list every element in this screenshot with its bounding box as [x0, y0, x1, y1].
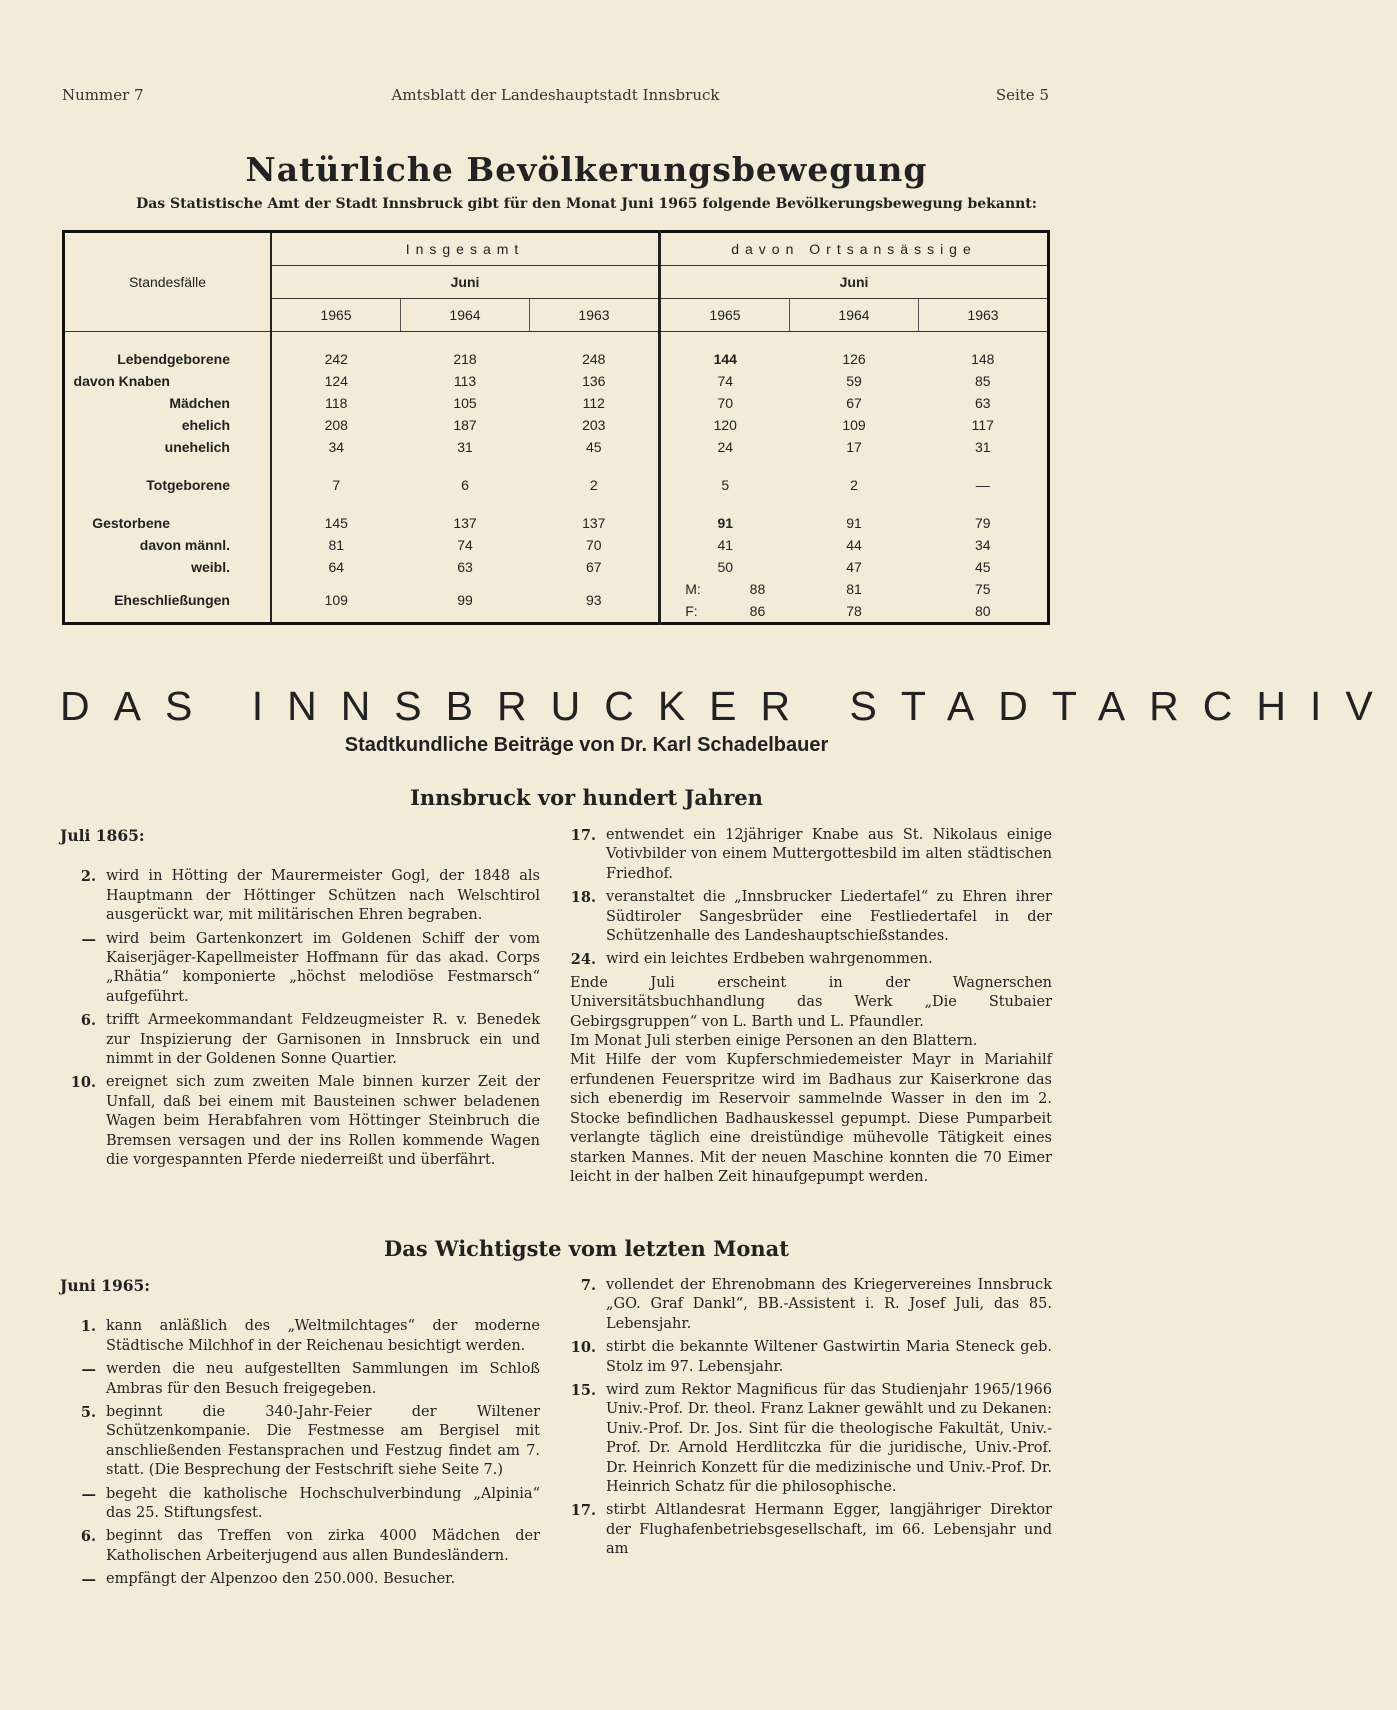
table-cell: 81 — [328, 537, 345, 553]
table-row — [64, 414, 1049, 436]
item-number: 1. — [80, 1318, 96, 1336]
table-cell: 45 — [974, 559, 991, 575]
list-item — [60, 1317, 540, 1356]
table-cell: 148 — [971, 351, 995, 367]
table-cell: 145 — [324, 515, 348, 531]
issue-number: Nummer 7 — [62, 86, 144, 104]
month-header: Juni — [271, 266, 660, 299]
row-label: Lebendgeborene — [64, 348, 272, 370]
item-text: beginnt die 340-Jahr-Feier der Wiltener Schützenkompanie. Die Festmesse am Bergisel mit anschließenden Festansprachen und Festzug findet am 7. statt. (Die Besprechung der Festschrift siehe Seite 7.) — [106, 1404, 540, 1479]
table-cell: 78 — [846, 603, 862, 619]
item-number: 15. — [570, 1382, 596, 1400]
table-cell: 124 — [324, 373, 348, 389]
item-number: — — [81, 1571, 96, 1589]
year-header: 1963 — [530, 299, 660, 332]
table-cell: 109 — [842, 417, 866, 433]
table-cell: 74 — [457, 537, 473, 553]
item-number: — — [81, 1485, 96, 1503]
table-cell: 5 — [721, 477, 730, 493]
table-cell: 242 — [324, 351, 348, 367]
list-item — [60, 1570, 540, 1589]
item-number: 6. — [80, 1012, 96, 1030]
list-item — [560, 1276, 1052, 1334]
table-cell: 70 — [530, 534, 660, 556]
row-label: davon Knaben — [64, 370, 272, 392]
item-text: kann anläßlich des „Weltmilchtages“ der moderne Städtische Milchhof in der Reichenau besichtigt werden. — [106, 1318, 540, 1354]
item-text: vollendet der Ehrenobmann des Kriegervereines Innsbruck „GO. Graf Dankl“, BB.-Assistent i. R. Josef Juli, das 85. Lebensjahr. — [606, 1277, 1052, 1332]
m-value: 88 — [749, 581, 766, 597]
table-cell: 117 — [971, 417, 994, 433]
item-number: 18. — [570, 889, 596, 907]
year-header: 1963 — [919, 299, 1049, 332]
table-cell — [660, 600, 790, 624]
table-cell: 31 — [974, 439, 991, 455]
table-cell: 79 — [974, 515, 991, 531]
item-number: 7. — [580, 1277, 596, 1294]
table-cell: 91 — [717, 515, 734, 531]
table-cell: 67 — [530, 556, 660, 578]
table-row — [64, 348, 1049, 370]
paragraph: Ende Juli erscheint in der Wagnerschen Universitätsbuchhandlung das Werk „Die Stubaier Gebirgsgruppen“ von L. Barth und L. Pfaundler. — [570, 974, 1052, 1030]
table-row — [64, 436, 1049, 458]
table-row — [64, 474, 1049, 496]
year-header: 1965 — [271, 299, 401, 332]
row-label: davon männl. — [64, 534, 272, 556]
section-date: Juli 1865: — [60, 826, 145, 845]
year-header: 1965 — [660, 299, 790, 332]
item-text: wird in Hötting der Maurermeister Gogl, der 1848 als Hauptmann der Höttinger Schützen nach Welschtirol ausgerückt war, mit militärischen Ehren begraben. — [106, 868, 540, 924]
section-date: Juni 1965: — [60, 1276, 151, 1295]
table-row — [64, 556, 1049, 578]
item-text: trifft Armeekommandant Feldzeugmeister R. v. Benedek zur Inspizierung der Garnisonen in Innsbruck ein und nimmt in der Goldenen Sonne Quartier. — [106, 1012, 540, 1068]
list-item — [560, 826, 1052, 884]
table-cell: 70 — [717, 395, 734, 411]
section2-right-column — [560, 1276, 1052, 1564]
table-cell: 45 — [530, 436, 660, 458]
month-header: Juni — [660, 266, 1049, 299]
row-label: Gestorbene — [64, 512, 272, 534]
table-cell: 120 — [713, 417, 737, 433]
table-cell: 112 — [530, 392, 660, 414]
item-number: — — [81, 1361, 96, 1379]
row-label: Mädchen — [64, 392, 272, 414]
table-cell: 218 — [453, 351, 477, 367]
row-label: unehelich — [64, 436, 272, 458]
table-cell: 137 — [530, 512, 660, 534]
section1-right-column — [560, 826, 1052, 1187]
table-cell: 118 — [325, 395, 348, 411]
table-cell: 126 — [842, 351, 866, 367]
item-text: begeht die katholische Hochschulverbindung „Alpinia“ das 25. Stiftungsfest. — [106, 1485, 540, 1522]
list-item — [60, 1073, 540, 1170]
item-number: 24. — [570, 951, 596, 969]
section-title: Innsbruck vor hundert Jahren — [410, 785, 763, 810]
table-cell: 44 — [846, 537, 862, 553]
section1-left-column — [60, 826, 540, 1175]
m-label: M: — [685, 581, 701, 597]
item-text: wird ein leichtes Erdbeben wahrgenommen. — [606, 951, 933, 968]
table-cell: 137 — [453, 515, 477, 531]
item-text: wird zum Rektor Magnificus für das Studienjahr 1965/1966 Univ.-Prof. Dr. theol. Franz Lakner gewählt und zu Dekanen: Univ.-Prof. Dr. Jos. Sint für die theologische Fakultät, Univ.-Prof. Dr. Arnold Herdlitczka für die juridische, Univ.-Prof. Dr. Heinrich Konzett für die medizinische und Univ.-Prof. Dr. Heinrich Schatz für die philosophische. — [606, 1382, 1052, 1496]
table-cell: 31 — [457, 439, 473, 455]
item-number: 10. — [570, 1339, 596, 1357]
table-cell: 47 — [846, 559, 862, 575]
row-label: Eheschließungen — [64, 578, 272, 624]
table-cell: 85 — [974, 373, 991, 389]
table-cell: 41 — [717, 537, 734, 553]
section2-left-column — [60, 1276, 540, 1594]
list-item — [560, 1338, 1052, 1377]
paragraph: Im Monat Juli sterben einige Personen an den Blattern. — [570, 1033, 978, 1050]
item-number: 6. — [80, 1528, 96, 1546]
stats-subtitle: Das Statistische Amt der Stadt Innsbruck gibt für den Monat Juni 1965 folgende Bevölkerungsbewegung bekannt: — [136, 196, 1037, 212]
archive-heading: DAS INNSBRUCKER STADTARCHIV — [60, 683, 1397, 729]
table-cell: 34 — [328, 439, 345, 455]
year-header: 1964 — [790, 299, 919, 332]
list-item — [60, 1527, 540, 1566]
table-cell: 63 — [974, 395, 991, 411]
list-item — [60, 1485, 540, 1524]
item-text: wird beim Gartenkonzert im Goldenen Schiff der vom Kaiserjäger-Kapellmeister Hoffmann für das akad. Corps „Rhätia“ komponierte „höchst melodiöse Festmarsch“ aufgeführt. — [106, 930, 540, 1005]
table-row — [64, 578, 1049, 600]
table-cell: 187 — [453, 417, 477, 433]
year-header: 1964 — [401, 299, 530, 332]
table-cell: 113 — [453, 373, 477, 389]
table-cell: 59 — [846, 373, 862, 389]
table-cell: 248 — [530, 348, 660, 370]
item-text: stirbt Altlandesrat Hermann Egger, langjähriger Direktor der Flughafenbetriebsgesellschaft, im 66. Lebensjahr und am — [606, 1502, 1052, 1558]
table-row — [64, 392, 1049, 414]
f-value: 86 — [749, 603, 766, 619]
list-item — [560, 1381, 1052, 1497]
row-label: ehelich — [64, 414, 272, 436]
row-label: weibl. — [64, 556, 272, 578]
table-cell: 74 — [717, 373, 734, 389]
table-cell: 75 — [974, 581, 991, 597]
table-cell: 203 — [530, 414, 660, 436]
table-cell: — — [975, 477, 990, 493]
publication-title: Amtsblatt der Landeshauptstadt Innsbruck — [391, 86, 720, 104]
paragraph: Mit Hilfe der vom Kupferschmiedemeister Mayr in Mariahilf erfundenen Feuerspritze wird im Badhaus zur Kaiserkrone das sich ebenerdig im Reservoir sammelnde Wasser in den im 2. Stocke befindlichen Badhauskessel gepumpt. Diese Pumparbeit verlangte täglich eine dreistündige mühevolle Tätigkeit eines starken Mannes. Mit der neuen Maschine konnten die 70 Eimer leicht in der halben Zeit hinaufgepumpt werden. — [570, 1052, 1052, 1185]
item-text: werden die neu aufgestellten Sammlungen im Schloß Ambras für den Besuch freigegeben. — [106, 1361, 540, 1397]
table-cell: 24 — [717, 439, 734, 455]
table-cell: 17 — [846, 439, 862, 455]
row-label: Totgeborene — [64, 474, 272, 496]
table-cell: 50 — [717, 559, 734, 575]
section-title: Das Wichtigste vom letzten Monat — [384, 1236, 789, 1261]
table-cell: 144 — [713, 351, 737, 367]
table-cell: 63 — [457, 559, 473, 575]
table-cell: 208 — [324, 417, 348, 433]
table-cell: 2 — [850, 477, 858, 493]
item-number: 5. — [80, 1404, 96, 1422]
group-header-local: davon Ortsansässige — [660, 232, 1049, 266]
table-row — [64, 534, 1049, 556]
item-text: veranstaltet die „Innsbrucker Liedertafel“ zu Ehren ihrer Südtiroler Sangesbrüder eine Festliedertafel in der Schützenhalle des Landeshauptschießstandes. — [606, 889, 1052, 945]
item-number: 10. — [70, 1074, 96, 1092]
table-row — [64, 512, 1049, 534]
table-cell: 6 — [461, 477, 469, 493]
table-cell — [660, 578, 790, 600]
f-label: F: — [685, 603, 698, 619]
item-number: — — [81, 930, 96, 948]
table-cell: 2 — [530, 474, 660, 496]
archive-subheading: Stadtkundliche Beiträge von Dr. Karl Schadelbauer — [344, 734, 829, 756]
item-text: entwendet ein 12jähriger Knabe aus St. Nikolaus einige Votivbilder von einem Muttergottesbild im alten städtischen Friedhof. — [606, 827, 1052, 882]
table-cell: 136 — [530, 370, 660, 392]
item-number: 17. — [570, 827, 596, 844]
list-item — [60, 1011, 540, 1069]
table-cell: 81 — [846, 581, 862, 597]
list-item — [60, 1403, 540, 1481]
item-number: 2. — [80, 868, 96, 886]
group-header-total: Insgesamt — [271, 232, 660, 266]
table-cell: 99 — [457, 592, 473, 608]
table-cell: 105 — [453, 395, 477, 411]
item-text: ereignet sich zum zweiten Male binnen kurzer Zeit der Unfall, daß bei einem mit Bausteinen schwer beladenen Wagen beim Herabfahren vom Höttinger Steinbruch die Bremsen versagen und der ins Rollen kommende Wagen die vorgespannten Pferde niederreißt und überfährt. — [106, 1074, 540, 1169]
table-cell: 93 — [530, 578, 660, 624]
item-number: 17. — [570, 1502, 596, 1520]
table-row — [64, 370, 1049, 392]
item-text: beginnt das Treffen von zirka 4000 Mädchen der Katholischen Arbeiterjugend aus allen Bundesländern. — [106, 1528, 540, 1564]
table-cell: 64 — [328, 559, 345, 575]
page-number: Seite 5 — [995, 86, 1049, 104]
table-cell: 109 — [324, 592, 348, 608]
page-header — [62, 86, 1049, 104]
list-item — [60, 867, 540, 925]
item-text: empfängt der Alpenzoo den 250.000. Besucher. — [106, 1571, 456, 1588]
list-item — [560, 1501, 1052, 1559]
item-text: stirbt die bekannte Wiltener Gastwirtin Maria Steneck geb. Stolz im 97. Lebensjahr. — [606, 1339, 1052, 1375]
table-cell: 34 — [974, 537, 991, 553]
table-cell: 67 — [846, 395, 862, 411]
stats-title: Natürliche Bevölkerungsbewegung — [245, 150, 928, 189]
table-cell: 91 — [846, 515, 862, 531]
list-item — [560, 888, 1052, 946]
stub-header: Standesfälle — [64, 232, 272, 332]
population-table — [62, 230, 1050, 625]
list-item — [560, 950, 1052, 969]
table-cell: 7 — [332, 477, 341, 493]
list-item — [60, 1360, 540, 1399]
list-item — [60, 930, 540, 1008]
table-cell: 80 — [974, 603, 991, 619]
